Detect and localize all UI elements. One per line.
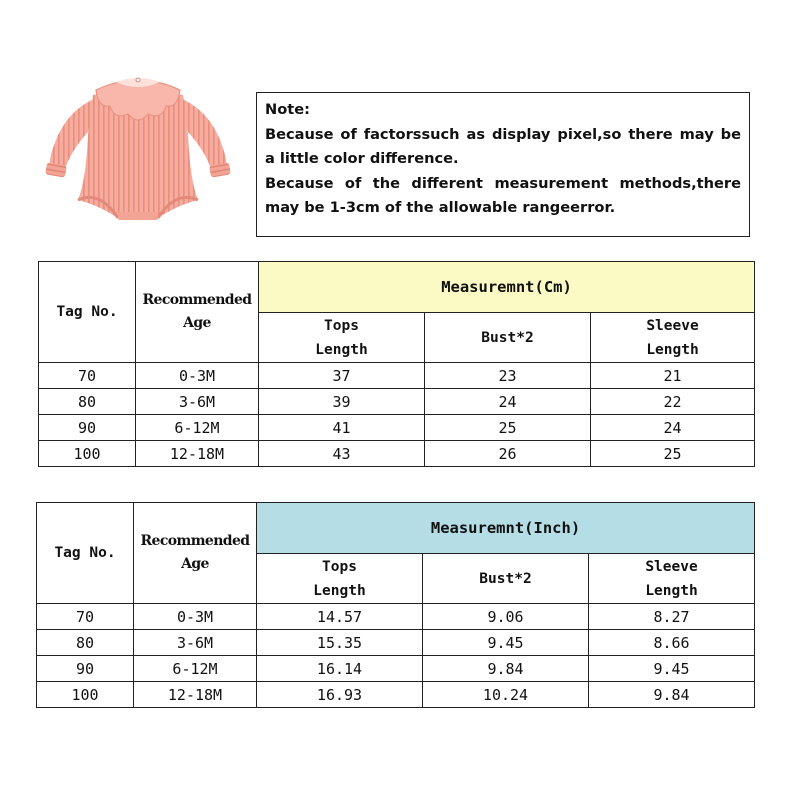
tag-no-header: Tag No.: [39, 262, 136, 363]
note-line-color: Because of factorssuch as display pixel,so there may be a little color difference.: [265, 125, 741, 167]
tops-length-cell: 15.35: [257, 630, 423, 656]
bust-header: Bust*2: [425, 313, 591, 363]
age-cell: 3-6M: [134, 630, 257, 656]
age-cell: 6-12M: [136, 415, 259, 441]
tops-length-cell: 39: [259, 389, 425, 415]
bust-cell: 9.45: [423, 630, 589, 656]
measurement-inch-header: Measuremnt(Inch): [257, 503, 755, 554]
bust-cell: 25: [425, 415, 591, 441]
table-row: [37, 630, 755, 656]
tag-cell: 70: [39, 363, 136, 389]
tops-length-cell: 37: [259, 363, 425, 389]
tops-length-cell: 41: [259, 415, 425, 441]
tag-cell: 80: [39, 389, 136, 415]
tag-cell: 70: [37, 604, 134, 630]
sleeve-length-cell: 21: [591, 363, 755, 389]
age-cell: 3-6M: [136, 389, 259, 415]
tops-length-header: Tops Length: [259, 313, 425, 363]
age-cell: 12-18M: [134, 682, 257, 708]
bust-cell: 23: [425, 363, 591, 389]
sleeve-length-cell: 8.66: [589, 630, 755, 656]
sleeve-length-cell: 9.84: [589, 682, 755, 708]
table-row: [39, 415, 755, 441]
age-cell: 0-3M: [134, 604, 257, 630]
tag-cell: 100: [37, 682, 134, 708]
recommended-age-header: Recommended Age: [134, 503, 257, 604]
product-image: [38, 40, 238, 230]
note-title: Note:: [265, 101, 310, 118]
tag-cell: 80: [37, 630, 134, 656]
sleeve-length-header: Sleeve Length: [589, 554, 755, 604]
bust-cell: 24: [425, 389, 591, 415]
tag-cell: 90: [39, 415, 136, 441]
table-row: [39, 363, 755, 389]
table-row: [39, 441, 755, 467]
bust-cell: 10.24: [423, 682, 589, 708]
sleeve-length-cell: 22: [591, 389, 755, 415]
sleeve-length-header: Sleeve Length: [591, 313, 755, 363]
measurement-cm-header: Measuremnt(Cm): [259, 262, 755, 313]
tag-no-header: Tag No.: [37, 503, 134, 604]
sleeve-length-cell: 8.27: [589, 604, 755, 630]
age-cell: 0-3M: [136, 363, 259, 389]
table-row: [39, 389, 755, 415]
table-row: [37, 682, 755, 708]
age-cell: 12-18M: [136, 441, 259, 467]
note-line-measurement: Because of the different measurement methods,there may be 1-3cm of the allowable rangeerror.: [265, 174, 741, 216]
bust-header: Bust*2: [423, 554, 589, 604]
sleeve-length-cell: 24: [591, 415, 755, 441]
recommended-age-header: Recommended Age: [136, 262, 259, 363]
tops-length-cell: 16.14: [257, 656, 423, 682]
tops-length-cell: 43: [259, 441, 425, 467]
note-box: [256, 92, 750, 237]
age-cell: 6-12M: [134, 656, 257, 682]
bust-cell: 9.06: [423, 604, 589, 630]
bust-cell: 9.84: [423, 656, 589, 682]
romper-icon: [38, 40, 238, 230]
sleeve-length-cell: 25: [591, 441, 755, 467]
tag-cell: 100: [39, 441, 136, 467]
size-table-cm: [38, 261, 755, 467]
sleeve-length-cell: 9.45: [589, 656, 755, 682]
table-row: [37, 604, 755, 630]
tag-cell: 90: [37, 656, 134, 682]
tops-length-header: Tops Length: [257, 554, 423, 604]
bust-cell: 26: [425, 441, 591, 467]
size-table-inch: [36, 502, 755, 708]
tops-length-cell: 16.93: [257, 682, 423, 708]
tops-length-cell: 14.57: [257, 604, 423, 630]
table-row: [37, 656, 755, 682]
